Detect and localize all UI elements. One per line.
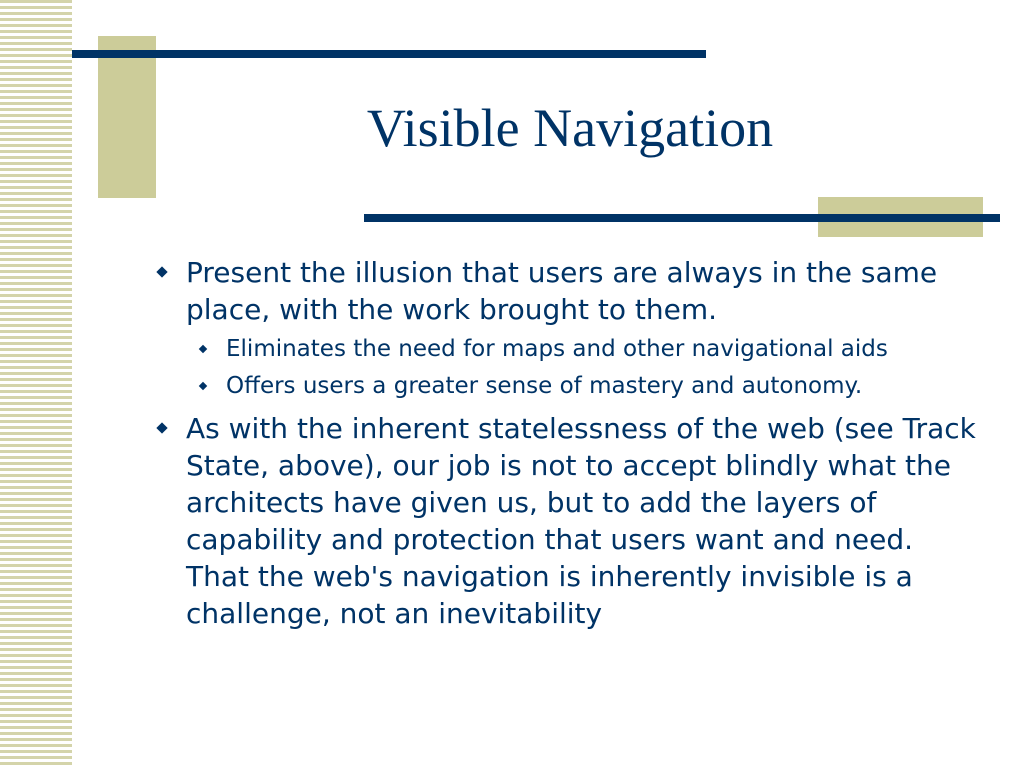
sub-bullet-item bbox=[190, 334, 980, 365]
bullet-item bbox=[150, 410, 980, 632]
sub-bullet-list bbox=[186, 334, 980, 402]
accent-line-top bbox=[72, 50, 706, 58]
bullet-text: Present the illusion that users are always in the same place, with the work brought to them. bbox=[186, 256, 938, 326]
sub-bullet-text: Offers users a greater sense of mastery and autonomy. bbox=[226, 373, 863, 399]
diamond-bullet-icon bbox=[199, 345, 207, 353]
sub-bullet-item bbox=[190, 371, 980, 402]
diamond-bullet-icon bbox=[156, 422, 167, 433]
bullet-item bbox=[150, 254, 980, 402]
slide-body bbox=[150, 254, 980, 640]
bullet-text: As with the inherent statelessness of the web (see Track State, above), our job is not to accept blindly what the architects have given us, but to add the layers of capability and protection that users want and need. That the web's navigation is inherently invisible is a challenge, not an inevitability bbox=[186, 412, 976, 630]
striped-margin-decoration bbox=[0, 0, 72, 768]
slide-title: Visible Navigation bbox=[366, 98, 774, 158]
bullet-list bbox=[150, 254, 980, 632]
diamond-bullet-icon bbox=[156, 266, 167, 277]
accent-block-top bbox=[98, 36, 156, 198]
sub-bullet-text: Eliminates the need for maps and other navigational aids bbox=[226, 336, 888, 362]
diamond-bullet-icon bbox=[199, 382, 207, 390]
accent-line-bottom bbox=[364, 214, 1000, 222]
